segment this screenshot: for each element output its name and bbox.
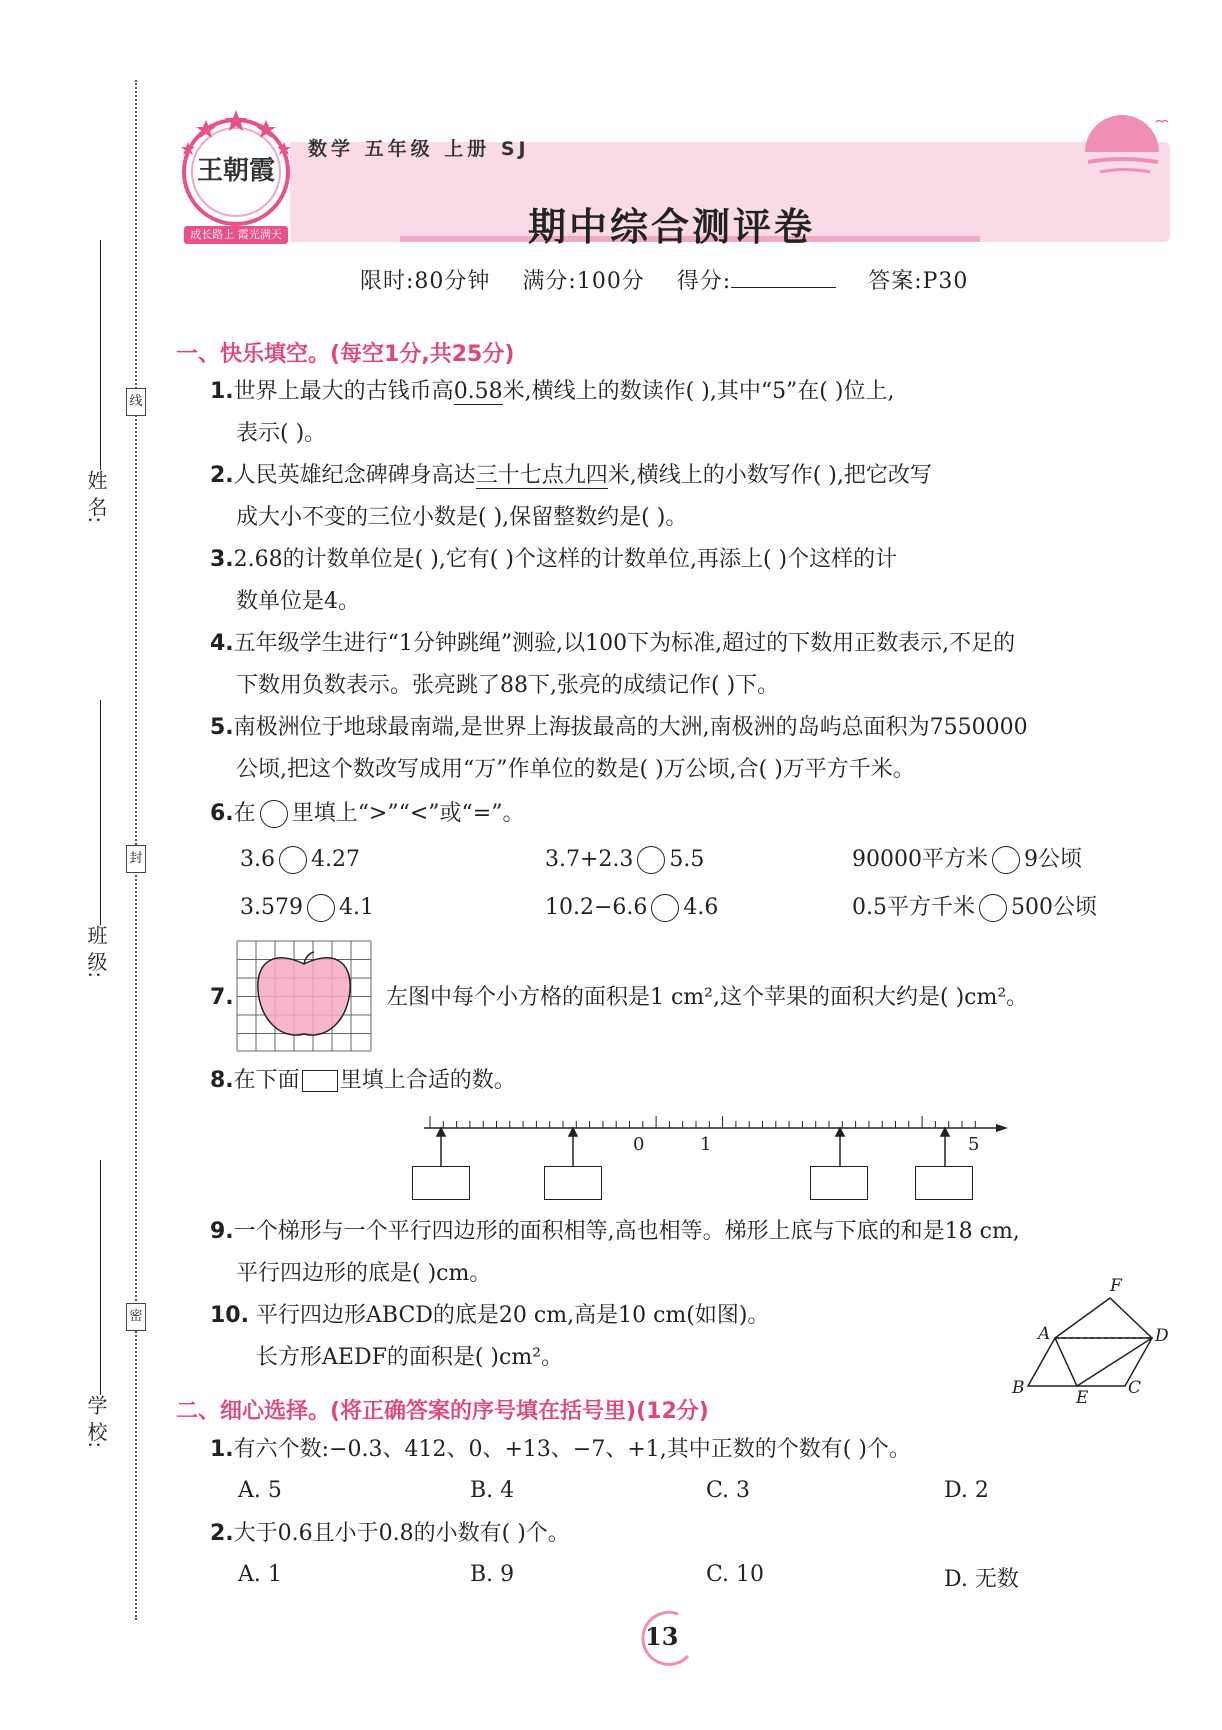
class-label: 班 级: [84, 925, 108, 979]
q4-text-a: 五年级学生进行“1分钟跳绳”测验,以100下为标准,超过的下数用正数表示,不足的 [233, 631, 1016, 656]
page-title: 期中综合测评卷 [528, 205, 816, 249]
parallelogram-figure [1000, 1272, 1170, 1412]
number-line-arrows [420, 1126, 1010, 1166]
compare-circle[interactable] [637, 846, 665, 874]
c2-option-d[interactable]: D. 无数 [944, 1567, 1019, 1592]
label-F: F [1110, 1276, 1122, 1296]
binding-tag-line: 线 [126, 388, 146, 416]
c2-option-c[interactable]: C. 10 [706, 1562, 765, 1587]
answer-ref: 答案:P30 [868, 269, 969, 294]
label-B: B [1012, 1378, 1025, 1398]
q2-underlined: 三十七点九四 [475, 463, 608, 488]
compare-item-3 [852, 846, 1082, 874]
label-A: A [1038, 1324, 1051, 1344]
logo-ribbon: 成长路上 霞光满天 [190, 228, 282, 241]
q8-num: 8. [210, 1068, 234, 1093]
name-label: 姓 名: [84, 470, 108, 524]
score-label: 得分: [676, 269, 732, 294]
answer-box-3[interactable] [810, 1166, 868, 1200]
compare-left: 3.6 [240, 847, 275, 872]
info-line [360, 264, 968, 295]
q6-text-a: 在 [233, 801, 256, 826]
compare-right: 9公顷 [1024, 847, 1082, 872]
q8-box-sample [302, 1070, 338, 1092]
label-D: D [1155, 1326, 1169, 1346]
compare-circle[interactable] [979, 894, 1007, 922]
answer-box-1[interactable] [412, 1166, 470, 1200]
c1-option-a[interactable]: A. 5 [238, 1478, 282, 1503]
compare-item-4 [240, 894, 374, 922]
compare-right: 4.6 [683, 895, 719, 920]
q1-text-b: 米,横线上的数读作( ),其中“5”在( )位上, [502, 379, 895, 404]
question-3 [210, 546, 897, 574]
school-label: 学 校: [84, 1395, 108, 1449]
class-field[interactable] [100, 700, 101, 925]
question-7-text: 左图中每个小方格的面积是1 cm²,这个苹果的面积大约是( )cm²。 [386, 985, 1029, 1010]
question-2 [210, 462, 932, 490]
question-4-line2: 下数用负数表示。张亮跳了88下,张亮的成绩记作( )下。 [236, 673, 780, 698]
compare-left: 3.7+2.3 [545, 847, 634, 872]
question-4 [210, 630, 1015, 658]
compare-circle[interactable] [651, 894, 679, 922]
full-score: 满分:100分 [522, 269, 645, 294]
q6-circle-sample [260, 800, 288, 828]
compare-right: 4.27 [311, 847, 360, 872]
q3-num: 3. [210, 547, 234, 572]
compare-circle[interactable] [992, 846, 1020, 874]
label-E: E [1076, 1388, 1089, 1408]
choice-question-1 [210, 1436, 911, 1464]
question-6 [210, 800, 524, 828]
question-1 [210, 378, 894, 406]
q9-text-a: 一个梯形与一个平行四边形的面积相等,高也相等。梯形上底与下底的和是18 cm, [233, 1219, 1020, 1244]
score-field[interactable] [731, 269, 836, 288]
compare-left: 0.5平方千米 [852, 895, 975, 920]
logo-badge [176, 106, 296, 246]
q8-text-a: 在下面 [233, 1068, 300, 1093]
q6-text-b: 里填上“>”“<”或“=”。 [291, 801, 525, 826]
compare-left: 90000平方米 [852, 847, 988, 872]
binding-tag-seal: 封 [126, 845, 146, 873]
question-7 [210, 984, 234, 1012]
q2-text-a: 人民英雄纪念碑碑身高达 [233, 463, 476, 488]
compare-item-5 [545, 894, 718, 922]
answer-box-4[interactable] [915, 1166, 973, 1200]
question-9 [210, 1218, 1020, 1246]
compare-circle[interactable] [279, 846, 307, 874]
q2-num: 2. [210, 463, 234, 488]
question-8 [210, 1067, 516, 1095]
compare-item-6 [852, 894, 1097, 922]
choice-question-2 [210, 1520, 570, 1548]
compare-left: 10.2−6.6 [545, 895, 648, 920]
q5-num: 5. [210, 715, 234, 740]
sunset-decoration [1080, 112, 1170, 196]
compare-circle[interactable] [307, 894, 335, 922]
question-10-line2: 长方形AEDF的面积是( )cm²。 [256, 1345, 564, 1370]
q2-text-b: 米,横线上的小数写作( ),把它改写 [607, 463, 932, 488]
q1-underlined: 0.58 [453, 379, 503, 404]
c1-num: 1. [210, 1437, 234, 1462]
tick-label-0: 0 [633, 1134, 645, 1155]
question-3-line2: 数单位是4。 [236, 589, 360, 614]
c2-option-a[interactable]: A. 1 [238, 1562, 282, 1587]
time-limit: 限时:80分钟 [360, 269, 491, 294]
section2-title: 二、细心选择。(将正确答案的序号填在括号里)(12分) [176, 1399, 709, 1424]
compare-right: 4.1 [338, 895, 374, 920]
answer-box-2[interactable] [544, 1166, 602, 1200]
section1-title: 一、快乐填空。(每空1分,共25分) [176, 342, 515, 367]
question-1-line2: 表示( )。 [236, 421, 327, 446]
q5-text-a: 南极洲位于地球最南端,是世界上海拔最高的大洲,南极洲的岛屿总面积为7550000 [233, 715, 1028, 740]
compare-right: 500公顷 [1011, 895, 1097, 920]
q9-num: 9. [210, 1219, 234, 1244]
school-field[interactable] [100, 1160, 101, 1395]
q1-text-a: 世界上最大的古钱币高 [233, 379, 454, 404]
q10-num: 10. [210, 1303, 249, 1328]
c1-option-b[interactable]: B. 4 [470, 1478, 515, 1503]
compare-left: 3.579 [240, 895, 303, 920]
question-2-line2: 成大小不变的三位小数是( ),保留整数约是( )。 [236, 505, 688, 530]
c1-option-c[interactable]: C. 3 [706, 1478, 751, 1503]
label-C: C [1128, 1378, 1142, 1398]
q10-text-a: 平行四边形ABCD的底是20 cm,高是10 cm(如图)。 [255, 1303, 770, 1328]
question-5-line2: 公顷,把这个数改写成用“万”作单位的数是( )万公顷,合( )万平方千米。 [236, 757, 915, 782]
c1-text: 有六个数:−0.3、412、0、+13、−7、+1,其中正数的个数有( )个。 [233, 1437, 911, 1462]
tick-label-1: 1 [700, 1134, 712, 1155]
q7-num: 7. [210, 985, 234, 1010]
c2-num: 2. [210, 1521, 234, 1546]
q4-num: 4. [210, 631, 234, 656]
binding-tag-secret: 密 [126, 1303, 146, 1331]
logo-text: 王朝霞 [196, 156, 275, 186]
compare-item-2 [545, 846, 704, 874]
c2-option-b[interactable]: B. 9 [470, 1562, 515, 1587]
apple-grid-figure [236, 940, 372, 1056]
c2-text: 大于0.6且小于0.8的小数有( )个。 [233, 1521, 570, 1546]
question-5 [210, 714, 1028, 742]
q6-num: 6. [210, 801, 234, 826]
q8-text-b: 里填上合适的数。 [339, 1068, 516, 1093]
header-series: 数学 五年级 上册 SJ [308, 138, 530, 160]
q1-num: 1. [210, 379, 234, 404]
q3-text-a: 2.68的计数单位是( ),它有( )个这样的计数单位,再添上( )个这样的计 [233, 547, 898, 572]
c1-option-d[interactable]: D. 2 [944, 1478, 989, 1503]
page-number: 13 [645, 1622, 679, 1651]
question-10 [210, 1302, 769, 1330]
compare-right: 5.5 [669, 847, 705, 872]
compare-item-1 [240, 846, 360, 874]
name-field[interactable] [100, 240, 101, 470]
question-9-line2: 平行四边形的底是( )cm。 [236, 1261, 492, 1286]
tick-label-5: 5 [968, 1134, 980, 1155]
